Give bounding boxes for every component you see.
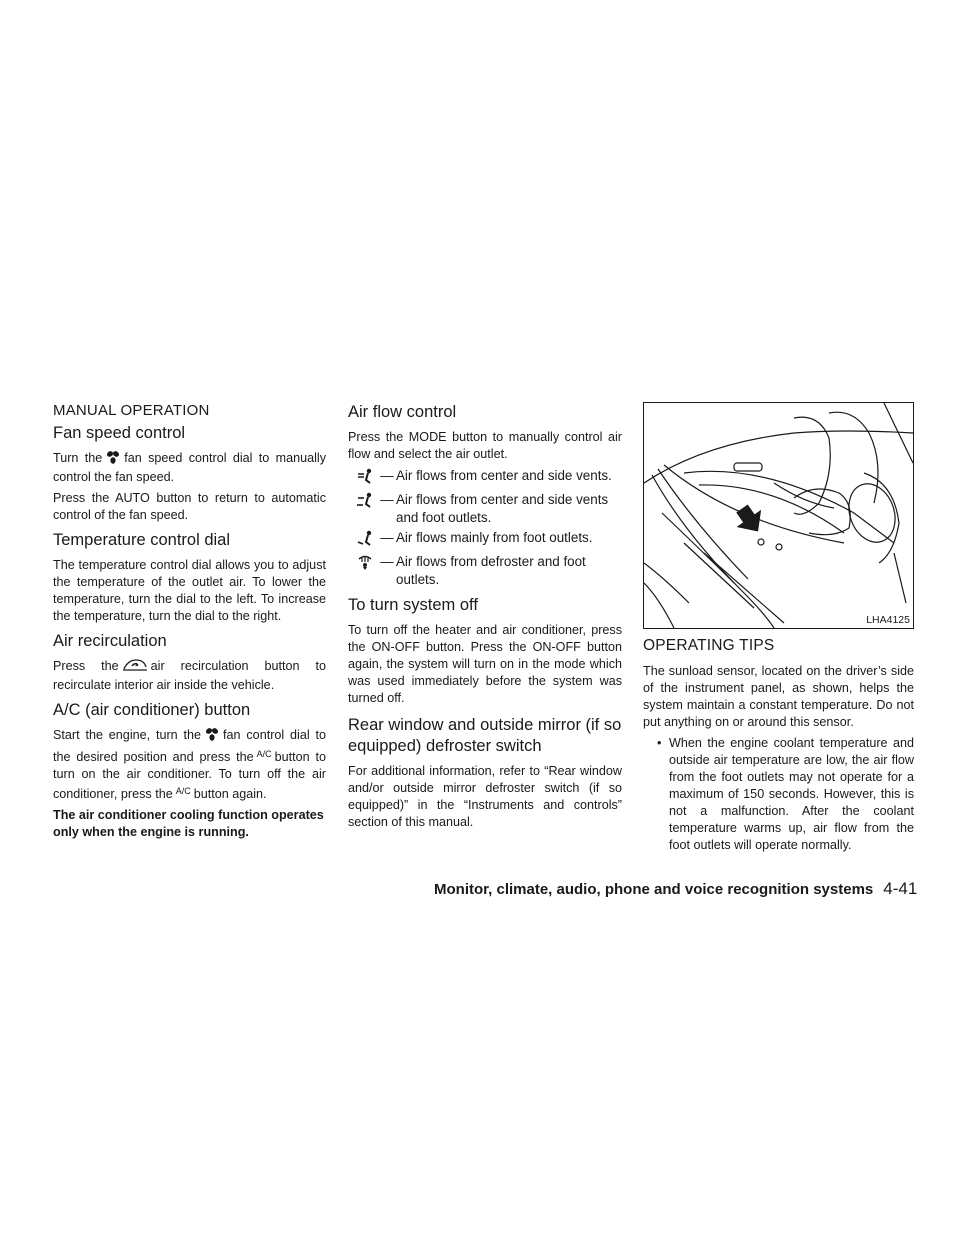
fan-speed-heading: Fan speed control — [53, 424, 186, 442]
footer-section-title: Monitor, climate, audio, phone and voice recognition systems — [434, 881, 874, 898]
fan-icon — [204, 727, 220, 746]
sunload-sensor-figure — [643, 402, 914, 629]
foot-mode-icon — [356, 529, 378, 551]
dashboard-illustration — [644, 403, 913, 628]
column-right — [643, 402, 914, 854]
operating-tips-paragraph: The sunload sensor, located on the driver’s side of the instrument panel, as shown, helps the system maintain a constant temperature. Do not put anything on or around this sensor. — [643, 664, 914, 729]
bilevel-mode-icon — [356, 491, 378, 513]
operating-tips-heading: OPERATING TIPS — [643, 637, 775, 654]
list-item: • When the engine coolant temperature and outside air temperature are low, the air flow from the foot outlets may not operate for a maximum of 150 seconds. However, this is not a malfunction. After the coolant temperature warms up, air flow from the foot outlets will operate normally. — [657, 736, 914, 852]
fan-icon — [105, 450, 121, 469]
ac-note: The air conditioner cooling function operates only when the engine is running. — [53, 808, 324, 839]
temperature-heading: Temperature control dial — [53, 531, 231, 549]
turn-off-heading: To turn system off — [348, 596, 478, 614]
ac-button-heading: A/C (air conditioner) button — [53, 701, 251, 719]
page-number: 4-41 — [883, 879, 918, 898]
page-footer — [434, 879, 918, 899]
fan-speed-paragraph: Turn the fan speed control dial to manually control the fan speed. — [53, 451, 327, 484]
air-flow-heading: Air flow control — [348, 403, 457, 421]
defroster-switch-paragraph: For additional information, refer to “Rear window and/or outside mirror defroster switch (if so equipped)” in the “Instruments and controls” section of this manual. — [348, 764, 622, 829]
air-flow-paragraph: Press the MODE button to manually control air flow and select the air outlet. — [348, 430, 622, 461]
manual-operation-heading: MANUAL OPERATION — [53, 402, 210, 419]
fan-auto-paragraph: Press the AUTO button to return to automatic control of the fan speed. — [53, 491, 326, 522]
list-item: — Air flows from center and side vents. — [356, 467, 622, 489]
air-recirculation-heading: Air recirculation — [53, 632, 167, 650]
air-recirculation-paragraph: Press the air recirculation button to recirculate interior air inside the vehicle. — [53, 659, 326, 692]
vent-mode-icon — [356, 467, 378, 489]
column-left — [53, 402, 326, 845]
column-middle — [348, 402, 622, 835]
ac-paragraph: Start the engine, turn the fan control dial to the desired position and press the A/C button to turn on the air conditioner. To turn off the air conditioner, press the A/C button again. — [53, 728, 326, 801]
recirculation-icon — [122, 658, 148, 677]
figure-code: LHA4125 — [866, 614, 910, 626]
bullet-icon: • — [657, 736, 662, 750]
turn-off-paragraph: To turn off the heater and air conditioner, press the ON-OFF button. Press the ON-OFF button again, the system will turn on in the mode which was used immediately before the system was turned off. — [348, 623, 622, 705]
ac-symbol-icon: A/C — [175, 786, 191, 796]
list-item: — Air flows mainly from foot outlets. — [356, 529, 622, 551]
defrost-foot-mode-icon — [356, 553, 378, 575]
defroster-switch-heading: Rear window and outside mirror (if so equipped) defroster switch — [348, 716, 622, 755]
list-item: — Air flows from defroster and foot outlets. — [356, 553, 622, 589]
ac-symbol-icon: A/C — [256, 749, 272, 759]
temperature-paragraph: The temperature control dial allows you to adjust the temperature of the outlet air. To lower the temperature, turn the dial to the left. To increase the temperature, turn the dial to the right. — [53, 558, 326, 623]
list-item: — Air flows from center and side vents and foot outlets. — [356, 491, 622, 527]
